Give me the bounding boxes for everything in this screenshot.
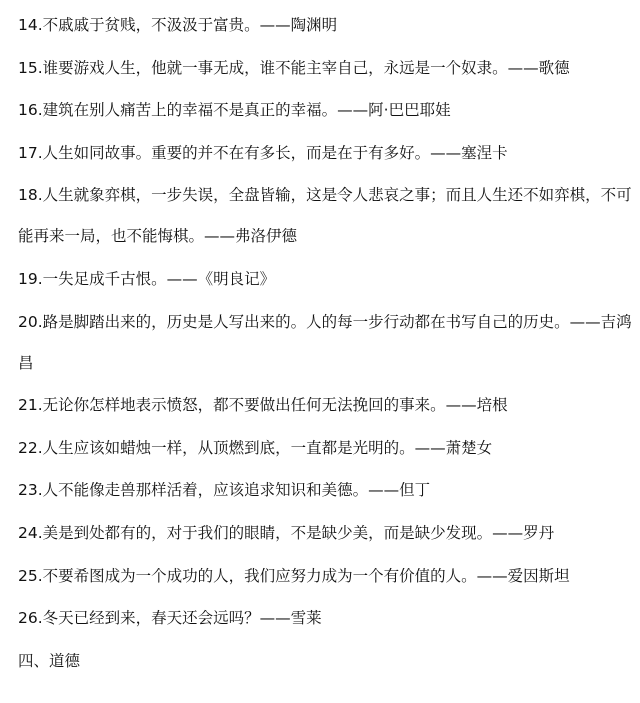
quote-line-18: 18.人生就象弈棋，一步失误，全盘皆输，这是令人悲哀之事；而且人生还不如弈棋，不可 <box>18 186 632 205</box>
quote-line-15: 15.谁要游戏人生，他就一事无成，谁不能主宰自己，永远是一个奴隶。——歌德 <box>18 58 570 77</box>
quote-line-21: 21.无论你怎样地表示愤怒，都不要做出任何无法挽回的事来。——培根 <box>18 396 508 415</box>
section-heading: 四、道德 <box>18 651 81 670</box>
quote-line-25: 25.不要希图成为一个成功的人，我们应努力成为一个有价值的人。——爱因斯坦 <box>18 566 570 585</box>
document-page <box>18 14 632 673</box>
quote-line-24: 24.美是到处都有的，对于我们的眼睛，不是缺少美，而是缺少发现。——罗丹 <box>18 523 555 542</box>
quote-line-22: 22.人生应该如蜡烛一样，从顶燃到底，一直都是光明的。——萧楚女 <box>18 438 493 457</box>
quote-line-23: 23.人不能像走兽那样活着，应该追求知识和美德。——但丁 <box>18 481 431 500</box>
quote-line-20: 20.路是脚踏出来的，历史是人写出来的。人的每一步行动都在书写自己的历史。——吉鸿 <box>18 312 632 331</box>
quote-line-17: 17.人生如同故事。重要的并不在有多长，而是在于有多好。——塞涅卡 <box>18 143 508 162</box>
quote-line-14: 14.不戚戚于贫贱，不汲汲于富贵。——陶渊明 <box>18 16 338 34</box>
quote-line-20-continued: 昌 <box>18 353 34 372</box>
quote-line-19: 19.一失足成千古恨。——《明良记》 <box>18 269 276 288</box>
quote-line-26: 26.冬天已经到来，春天还会远吗？——雪莱 <box>18 609 322 628</box>
quote-line-18-continued: 能再来一局，也不能悔棋。——弗洛伊德 <box>18 227 298 246</box>
quote-line-16: 16.建筑在别人痛苦上的幸福不是真正的幸福。——阿·巴巴耶娃 <box>18 101 451 120</box>
